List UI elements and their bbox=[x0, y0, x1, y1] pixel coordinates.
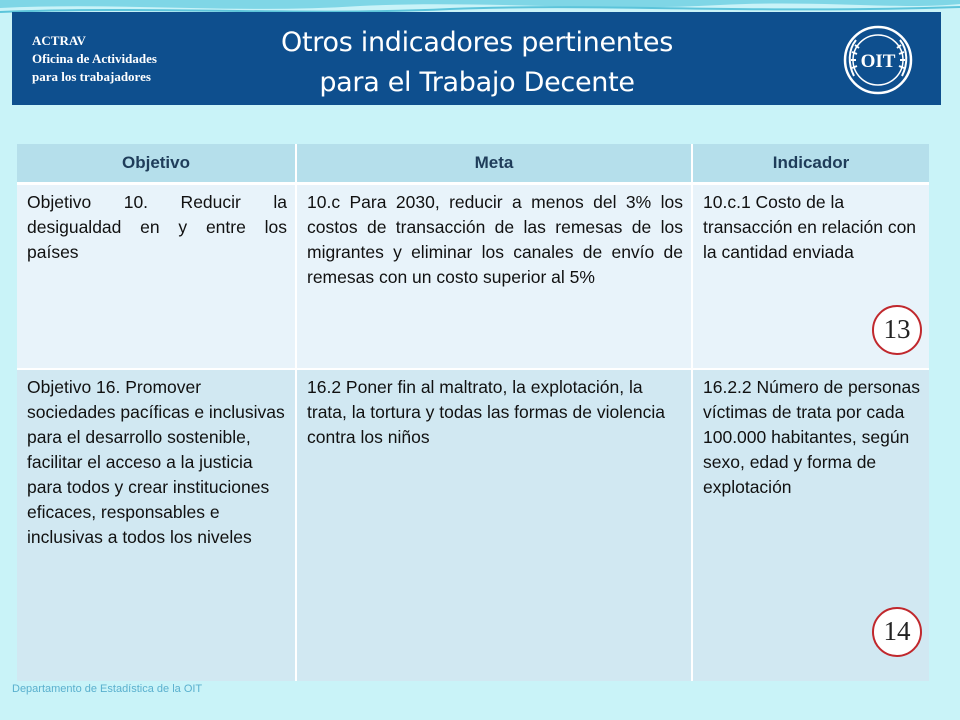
cell-objetivo: Objetivo 10. Reducir la desigualdad en y entre los países bbox=[17, 184, 296, 370]
cell-indicador: 16.2.2 Número de personas víctimas de trata por cada 100.000 habitantes, según sexo, edad y forma de explotación bbox=[692, 369, 929, 681]
org-label bbox=[32, 32, 157, 86]
column-header-meta: Meta bbox=[296, 144, 692, 184]
cell-objetivo: Objetivo 16. Promover sociedades pacíficas e inclusivas para el desarrollo sostenible, facilitar el acceso a la justicia para todos y crear instituciones eficaces, responsables e inclusivas a todos los niveles bbox=[17, 369, 296, 681]
title-line-1: Otros indicadores pertinentes bbox=[281, 27, 673, 58]
cell-meta: 10.c Para 2030, reducir a menos del 3% los costos de transacción de las remesas de los migrantes y eliminar los canales de envío de remesas con un costo superior al 5% bbox=[296, 184, 692, 370]
oit-logo-icon bbox=[840, 24, 916, 96]
column-header-indicador: Indicador bbox=[692, 144, 929, 184]
cell-indicador: 10.c.1 Costo de la transacción en relación con la cantidad enviada bbox=[692, 184, 929, 370]
logo-text: OIT bbox=[860, 51, 896, 72]
page-badge-14: 14 bbox=[872, 607, 922, 657]
column-header-objetivo: Objetivo bbox=[17, 144, 296, 184]
page-title bbox=[252, 23, 702, 103]
table-header-row bbox=[17, 144, 929, 184]
org-line-3: para los trabajadores bbox=[32, 69, 151, 84]
footer-text: Departamento de Estadística de la OIT bbox=[12, 683, 203, 695]
page-badge-13: 13 bbox=[872, 305, 922, 355]
title-banner bbox=[12, 12, 941, 105]
table-row bbox=[17, 184, 929, 370]
indicators-table bbox=[17, 144, 929, 675]
cell-meta: 16.2 Poner fin al maltrato, la explotación, la trata, la tortura y todas las formas de violencia contra los niños bbox=[296, 369, 692, 681]
org-line-1: ACTRAV bbox=[32, 33, 86, 48]
org-line-2: Oficina de Actividades bbox=[32, 51, 157, 66]
table-row bbox=[17, 369, 929, 681]
title-line-2: para el Trabajo Decente bbox=[319, 67, 635, 98]
